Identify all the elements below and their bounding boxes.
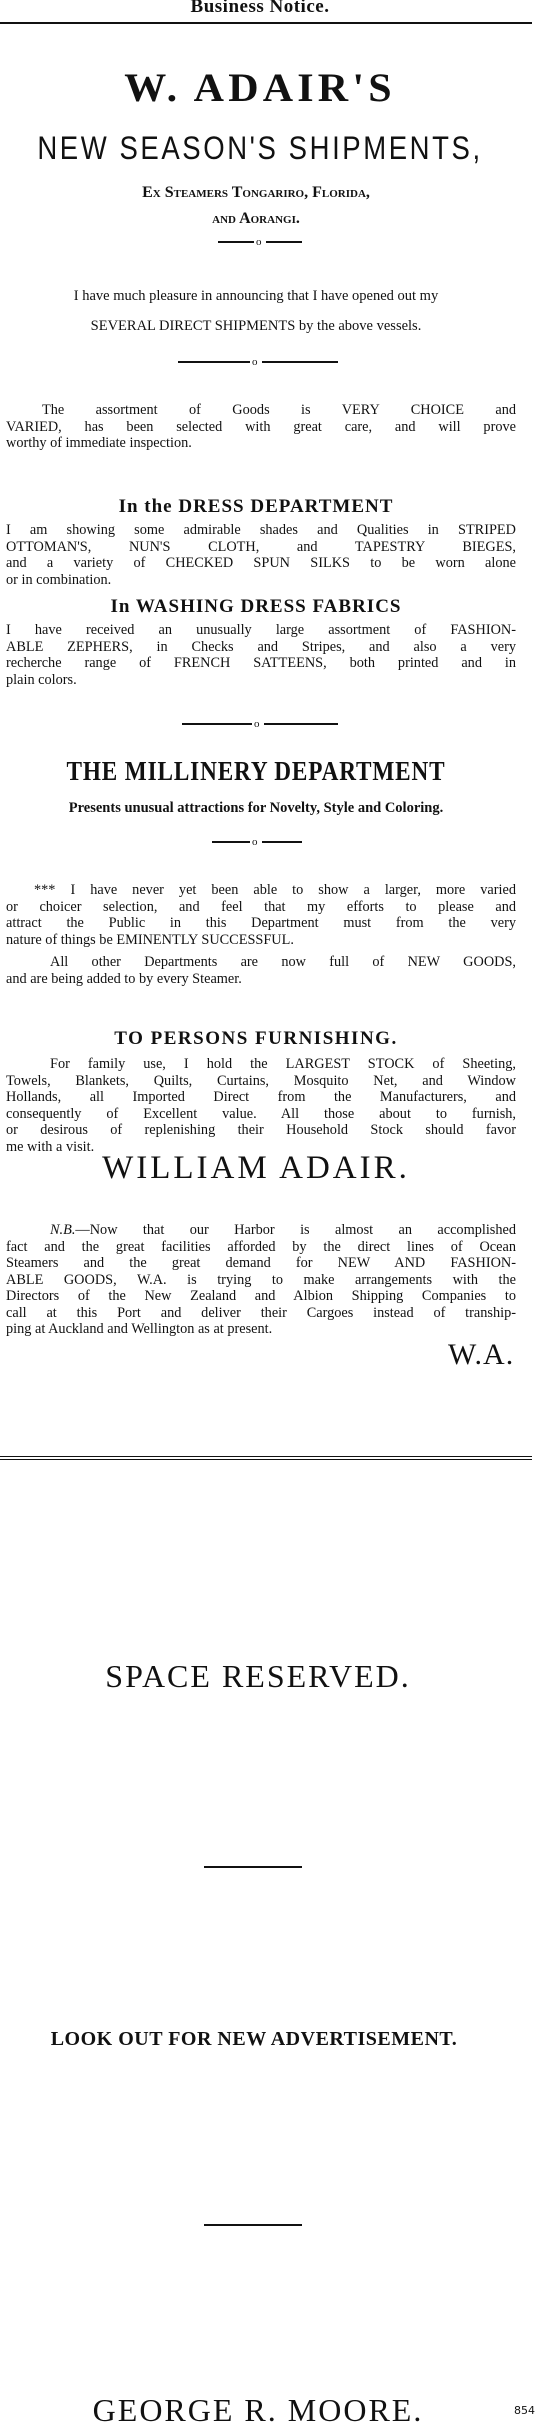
space-reserved: SPACE RESERVED. (105, 1658, 411, 1694)
signature: WILLIAM ADAIR. (102, 1150, 410, 1186)
nb-label: N.B. (50, 1222, 76, 1238)
assortment-paragraph: The assortment of Goods is VERY CHOICE and VARIED, has been selected with great care, and will prove worthy of immediate inspection. (6, 402, 516, 451)
page-header-title: Business Notice. (190, 0, 330, 17)
steamers-line: Ex Steamers Tongariro, Florida, (142, 184, 370, 201)
washing-paragraph: I have received an unusually large assortment of FASHION- ABLE ZEPHERS, in Checks and Stripes, and also a very recherche range of FRENCH SATTEENS, both printed and in plain colors. (6, 622, 516, 688)
nb-paragraph: N.B.—Now that our Harbor is almost an accomplished fact and the great facilities afforded by the direct lines of Ocean Steamers and the great demand for NEW AND FASHION- ABLE GOODS, W.A. is trying to make arrangements with the Directors of the New Zealand and Albion Shipping Companies to call at this Port and deliver their Cargoes instead of tranship- ping at Auckland and Wellington as at present. (6, 1222, 516, 1337)
short-rule-1 (204, 1866, 302, 1868)
header-rule (0, 22, 532, 24)
initials: W.A. (448, 1338, 515, 1371)
separator-rule-top (0, 1456, 532, 1457)
furnishing-paragraph: For family use, I hold the LARGEST STOCK of Sheeting, Towels, Blankets, Quilts, Curtains, Mosquito Net, and Window Hollands, all Imported Direct from the Manufacturers, and consequently of Excellent value. All those about to furnish, or desirous of replenishing their Household Stock should favor me with a visit. (6, 1056, 516, 1155)
intro-line-2: SEVERAL DIRECT SHIPMENTS by the above vessels. (90, 318, 422, 334)
furnishing-heading: TO PERSONS FURNISHING. (114, 1028, 398, 1049)
rule-o-1: o (178, 356, 338, 368)
never-paragraph: *** I have never yet been able to show a larger, more varied or choicer selection, and feel that my efforts to please and attract the Public in this Department must from the very nature of things be EMINENTLY SUCCESSFUL. (6, 882, 516, 948)
intro-line-1: I have much pleasure in announcing that I have opened out my (73, 288, 439, 304)
small-rule-o-2: o (212, 836, 302, 848)
lookout-line: LOOK OUT FOR NEW ADVERTISEMENT. (50, 2028, 458, 2050)
millinery-sub: Presents unusual attractions for Novelty, Style and Coloring. (68, 800, 444, 816)
dress-paragraph: I am showing some admirable shades and Qualities in STRIPED OTTOMAN'S, NUN'S CLOTH, and TAPESTRY BIEGES, and a variety of CHECKED SPUN SILKS to be worn alone or in combination. (6, 522, 516, 588)
other-departments-paragraph: All other Departments are now full of NEW GOODS, and are being added to by every Steamer. (6, 954, 516, 987)
dress-heading: In the DRESS DEPARTMENT (118, 496, 394, 517)
small-rule-o: o (218, 236, 302, 248)
short-rule-2 (204, 2224, 302, 2226)
washing-heading: In WASHING DRESS FABRICS (110, 596, 402, 617)
millinery-heading: THE MILLINERY DEPARTMENT (66, 756, 446, 786)
margin-number: 854 (514, 2404, 535, 2417)
adair-name: W. ADAIR'S (124, 65, 396, 110)
separator-rule-bottom (0, 1459, 532, 1460)
steamers-line-2: and Aorangi. (212, 210, 300, 227)
headline: NEW SEASON'S SHIPMENTS, (37, 130, 483, 166)
rule-o-2: o (182, 718, 338, 730)
george-moore: GEORGE R. MOORE. (92, 2392, 424, 2428)
